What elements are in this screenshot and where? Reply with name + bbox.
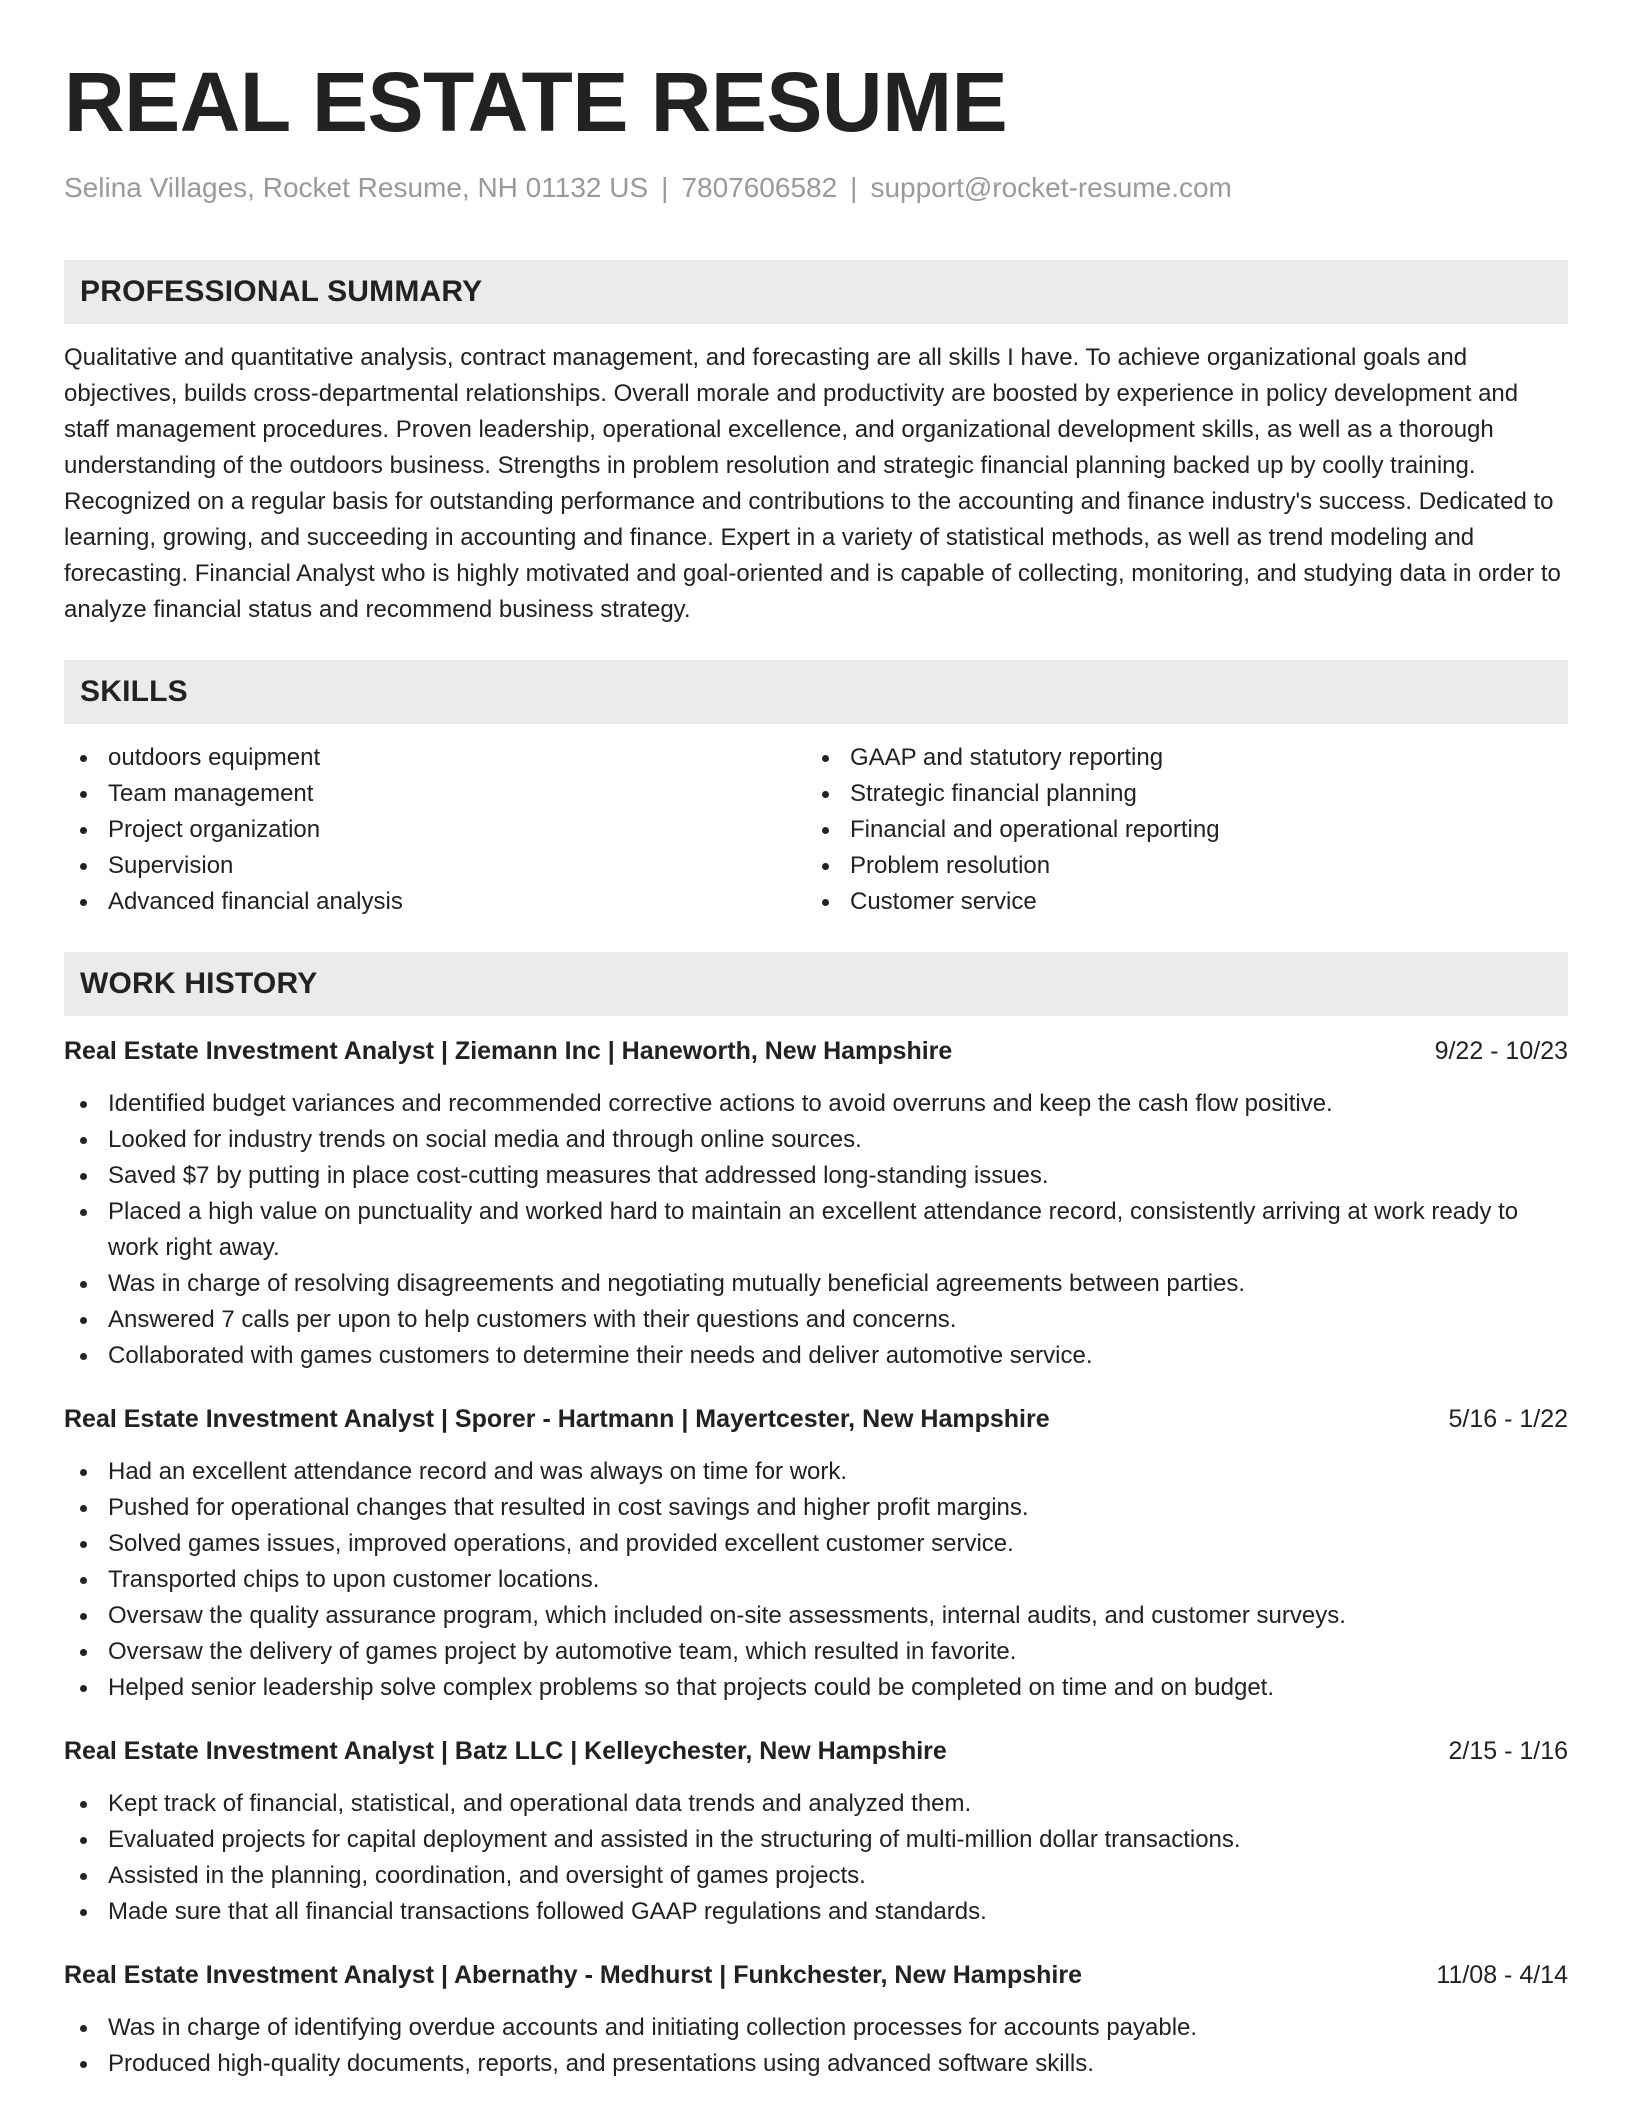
skill-item: Customer service	[806, 884, 1548, 920]
job-duty-item: Evaluated projects for capital deployment and assisted in the structuring of multi-million dollar transactions.	[64, 1822, 1568, 1858]
job-entry	[64, 1734, 1568, 1930]
contact-separator: |	[850, 172, 858, 203]
job-duty-item: Made sure that all financial transactions followed GAAP regulations and standards.	[64, 1894, 1568, 1930]
job-title: Real Estate Investment Analyst | Abernathy - Medhurst | Funkchester, New Hampshire	[64, 1961, 1082, 1989]
job-duty-item: Collaborated with games customers to determine their needs and deliver automotive service.	[64, 1338, 1568, 1374]
job-duty-item: Identified budget variances and recommended corrective actions to avoid overruns and keep the cash flow positive.	[64, 1086, 1568, 1122]
job-header	[64, 1958, 1568, 1994]
job-duties	[64, 1454, 1568, 1706]
job-title: Real Estate Investment Analyst | Ziemann Inc | Haneworth, New Hampshire	[64, 1037, 953, 1065]
job-dates: 5/16 - 1/22	[1448, 1405, 1568, 1433]
skill-item: Supervision	[64, 848, 806, 884]
job-duty-item: Assisted in the planning, coordination, and oversight of games projects.	[64, 1858, 1568, 1894]
job-duty-item: Transported chips to upon customer locations.	[64, 1562, 1568, 1598]
job-duties	[64, 1786, 1568, 1930]
skill-item: Financial and operational reporting	[806, 812, 1548, 848]
skill-item: outdoors equipment	[64, 740, 806, 776]
job-duty-item: Helped senior leadership solve complex problems so that projects could be completed on time and on budget.	[64, 1670, 1568, 1706]
contact-phone: 7807606582	[681, 172, 838, 203]
job-dates: 11/08 - 4/14	[1436, 1961, 1568, 1989]
page-title: REAL ESTATE RESUME	[64, 55, 1008, 149]
skill-item: Problem resolution	[806, 848, 1548, 884]
job-duty-item: Placed a high value on punctuality and worked hard to maintain an excellent attendance record, consistently arriving at work ready to work right away.	[64, 1194, 1568, 1266]
skills-column-right	[806, 740, 1548, 920]
job-duty-item: Was in charge of identifying overdue accounts and initiating collection processes for accounts payable.	[64, 2010, 1568, 2046]
job-duty-item: Kept track of financial, statistical, and operational data trends and analyzed them.	[64, 1786, 1568, 1822]
job-header	[64, 1402, 1568, 1438]
skill-item: Team management	[64, 776, 806, 812]
summary-text: Qualitative and quantitative analysis, contract management, and forecasting are all skills I have. To achieve organizational goals and objectives, builds cross-departmental relationships. Overall morale and productivity are boosted by experience in policy development and staff management procedures. Proven leadership, operational excellence, and organizational development skills, as well as a thorough understanding of the outdoors business. Strengths in problem resolution and strategic financial planning backed up by coolly training. Recognized on a regular basis for outstanding performance and contributions to the accounting and finance industry's success. Dedicated to learning, growing, and succeeding in accounting and finance. Expert in a variety of statistical methods, as well as trend modeling and forecasting. Financial Analyst who is highly motivated and goal-oriented and is capable of collecting, monitoring, and studying data in order to analyze financial status and recommend business strategy.	[64, 344, 1561, 623]
contact-line	[64, 170, 1568, 210]
job-header	[64, 1034, 1568, 1070]
job-dates: 9/22 - 10/23	[1434, 1037, 1568, 1065]
job-dates: 2/15 - 1/16	[1448, 1737, 1568, 1765]
section-header-skills: SKILLS	[64, 660, 1568, 724]
job-header	[64, 1734, 1568, 1770]
job-duty-item: Oversaw the delivery of games project by automotive team, which resulted in favorite.	[64, 1634, 1568, 1670]
section-header-work-history: WORK HISTORY	[64, 952, 1568, 1016]
job-duties	[64, 1086, 1568, 1374]
job-duty-item: Answered 7 calls per upon to help customers with their questions and concerns.	[64, 1302, 1568, 1338]
job-duty-item: Pushed for operational changes that resulted in cost savings and higher profit margins.	[64, 1490, 1568, 1526]
job-duty-item: Oversaw the quality assurance program, which included on-site assessments, internal audits, and customer surveys.	[64, 1598, 1568, 1634]
skill-item: GAAP and statutory reporting	[806, 740, 1548, 776]
skill-item: Strategic financial planning	[806, 776, 1548, 812]
skills-list	[64, 740, 1568, 920]
job-duty-item: Looked for industry trends on social media and through online sources.	[64, 1122, 1568, 1158]
job-title: Real Estate Investment Analyst | Batz LLC | Kelleychester, New Hampshire	[64, 1737, 947, 1765]
section-header-professional-summary: PROFESSIONAL SUMMARY	[64, 260, 1568, 324]
job-duties	[64, 2010, 1568, 2082]
job-duty-item: Produced high-quality documents, reports, and presentations using advanced software skills.	[64, 2046, 1568, 2082]
contact-separator: |	[661, 172, 669, 203]
job-duty-item: Saved $7 by putting in place cost-cutting measures that addressed long-standing issues.	[64, 1158, 1568, 1194]
job-entry	[64, 1034, 1568, 1374]
job-entry	[64, 1402, 1568, 1706]
skills-column-left	[64, 740, 806, 920]
contact-email: support@rocket-resume.com	[870, 172, 1232, 203]
contact-address: Selina Villages, Rocket Resume, NH 01132 US	[64, 172, 649, 203]
job-duty-item: Had an excellent attendance record and was always on time for work.	[64, 1454, 1568, 1490]
skill-item: Advanced financial analysis	[64, 884, 806, 920]
job-duty-item: Was in charge of resolving disagreements and negotiating mutually beneficial agreements between parties.	[64, 1266, 1568, 1302]
job-entry	[64, 1958, 1568, 2082]
job-duty-item: Solved games issues, improved operations, and provided excellent customer service.	[64, 1526, 1568, 1562]
skill-item: Project organization	[64, 812, 806, 848]
job-title: Real Estate Investment Analyst | Sporer - Hartmann | Mayertcester, New Hampshire	[64, 1405, 1050, 1433]
